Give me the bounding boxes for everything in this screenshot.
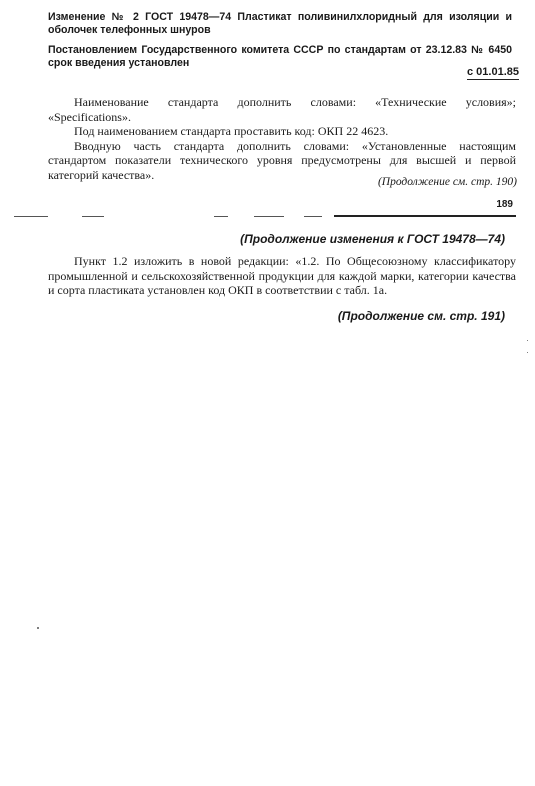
amendment-text-1 — [48, 95, 516, 182]
scan-speck — [37, 627, 39, 629]
effective-date: с 01.01.85 — [467, 66, 519, 78]
scan-speck — [527, 352, 528, 353]
paragraph-clause-1-2: Пункт 1.2 изложить в новой редакции: «1.2. По Общесоюзному классификатору промышленной и сельскохозяйственной продукции для каждой марки, категории качества и сорта пластиката установлен код ОКП в соответствии с табл. 1а. — [48, 254, 516, 297]
amendment-heading: Изменение № 2 ГОСТ 19478—74 Пластикат поливинилхлоридный для изоляции и оболочек телефонных шнуров — [48, 11, 512, 36]
paragraph-title-addition: Наименование стандарта дополнить словами: «Технические условия»; «Specifications». — [48, 95, 516, 124]
paragraph-intro-addition: Вводную часть стандарта дополнить словами: «Установленные настоящим стандартом показатели технического уровня предусмотрены для высшей и первой категорий качества». — [48, 138, 516, 182]
page-number: 189 — [496, 199, 513, 210]
section-title: (Продолжение изменения к ГОСТ 19478—74) — [240, 232, 505, 246]
paragraph-okp-code: Под наименованием стандарта проставить код: ОКП 22 4623. — [74, 124, 389, 138]
resolution-heading: Постановлением Государственного комитета СССР по стандартам от 23.12.83 № 6450 срок введения установлен — [48, 44, 512, 69]
continuation-note-2: (Продолжение см. стр. 191) — [337, 309, 505, 323]
amendment-text-2 — [48, 254, 516, 298]
scan-speck — [527, 340, 528, 341]
page-divider — [14, 215, 519, 219]
continuation-note-1: (Продолжение см. стр. 190) — [377, 176, 517, 188]
